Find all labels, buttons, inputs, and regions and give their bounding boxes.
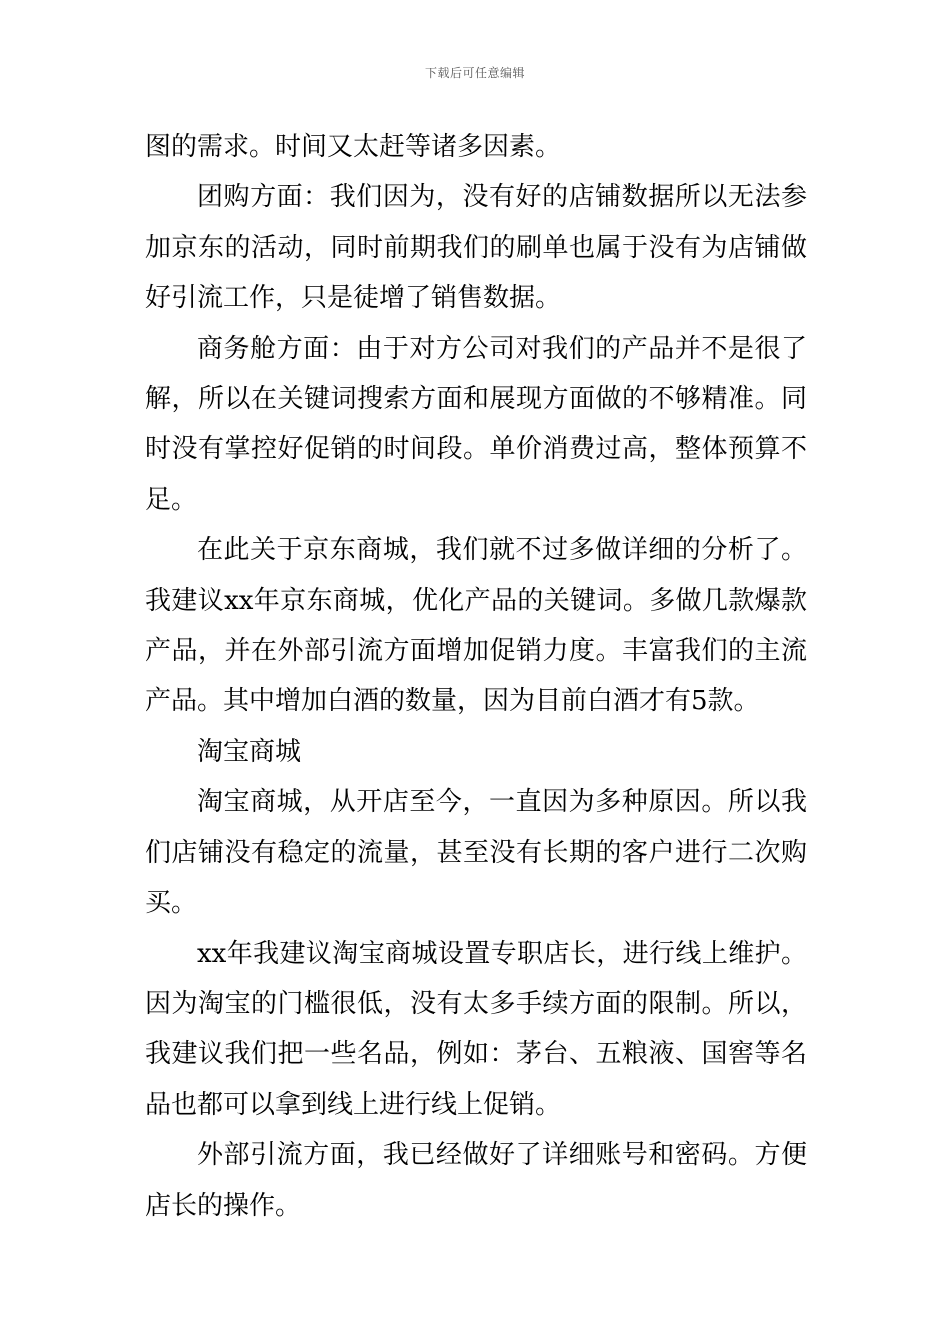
- paragraph-jd-summary: 在此关于京东商城，我们就不过多做详细的分析了。我建议xx年京东商城，优化产品的关键词。多做几款爆款产品，并在外部引流方面增加促销力度。丰富我们的主流产品。其中增加白酒的数量，因为目前白酒才有5款。: [145, 535, 807, 717]
- paragraph-business-class: 商务舱方面：由于对方公司对我们的产品并不是很了解，所以在关键词搜索方面和展现方面做的不够精准。同时没有掌控好促销的时间段。单价消费过高，整体预算不足。: [145, 333, 807, 515]
- page-header: 下载后可任意编辑: [424, 66, 525, 80]
- paragraph-taobao-suggestion: xx年我建议淘宝商城设置专职店长，进行线上维护。因为淘宝的门槛很低，没有太多手续方面的限制。所以，我建议我们把一些名品，例如：茅台、五粮液、国窖等名品也都可以拿到线上进行线上促销。: [145, 938, 807, 1120]
- document-body: [145, 122, 807, 1231]
- paragraph-group-buying: 团购方面：我们因为，没有好的店铺数据所以无法参加京东的活动，同时前期我们的刷单也属于没有为店铺做好引流工作，只是徒增了销售数据。: [145, 182, 807, 314]
- paragraph-taobao-status: 淘宝商城，从开店至今，一直因为多种原因。所以我们店铺没有稳定的流量，甚至没有长期的客户进行二次购买。: [145, 787, 807, 919]
- paragraph-external-traffic: 外部引流方面，我已经做好了详细账号和密码。方便店长的操作。: [145, 1140, 807, 1221]
- paragraph-continuation: 图的需求。时间又太赶等诸多因素。: [145, 132, 562, 162]
- section-heading-taobao: 淘宝商城: [197, 736, 302, 767]
